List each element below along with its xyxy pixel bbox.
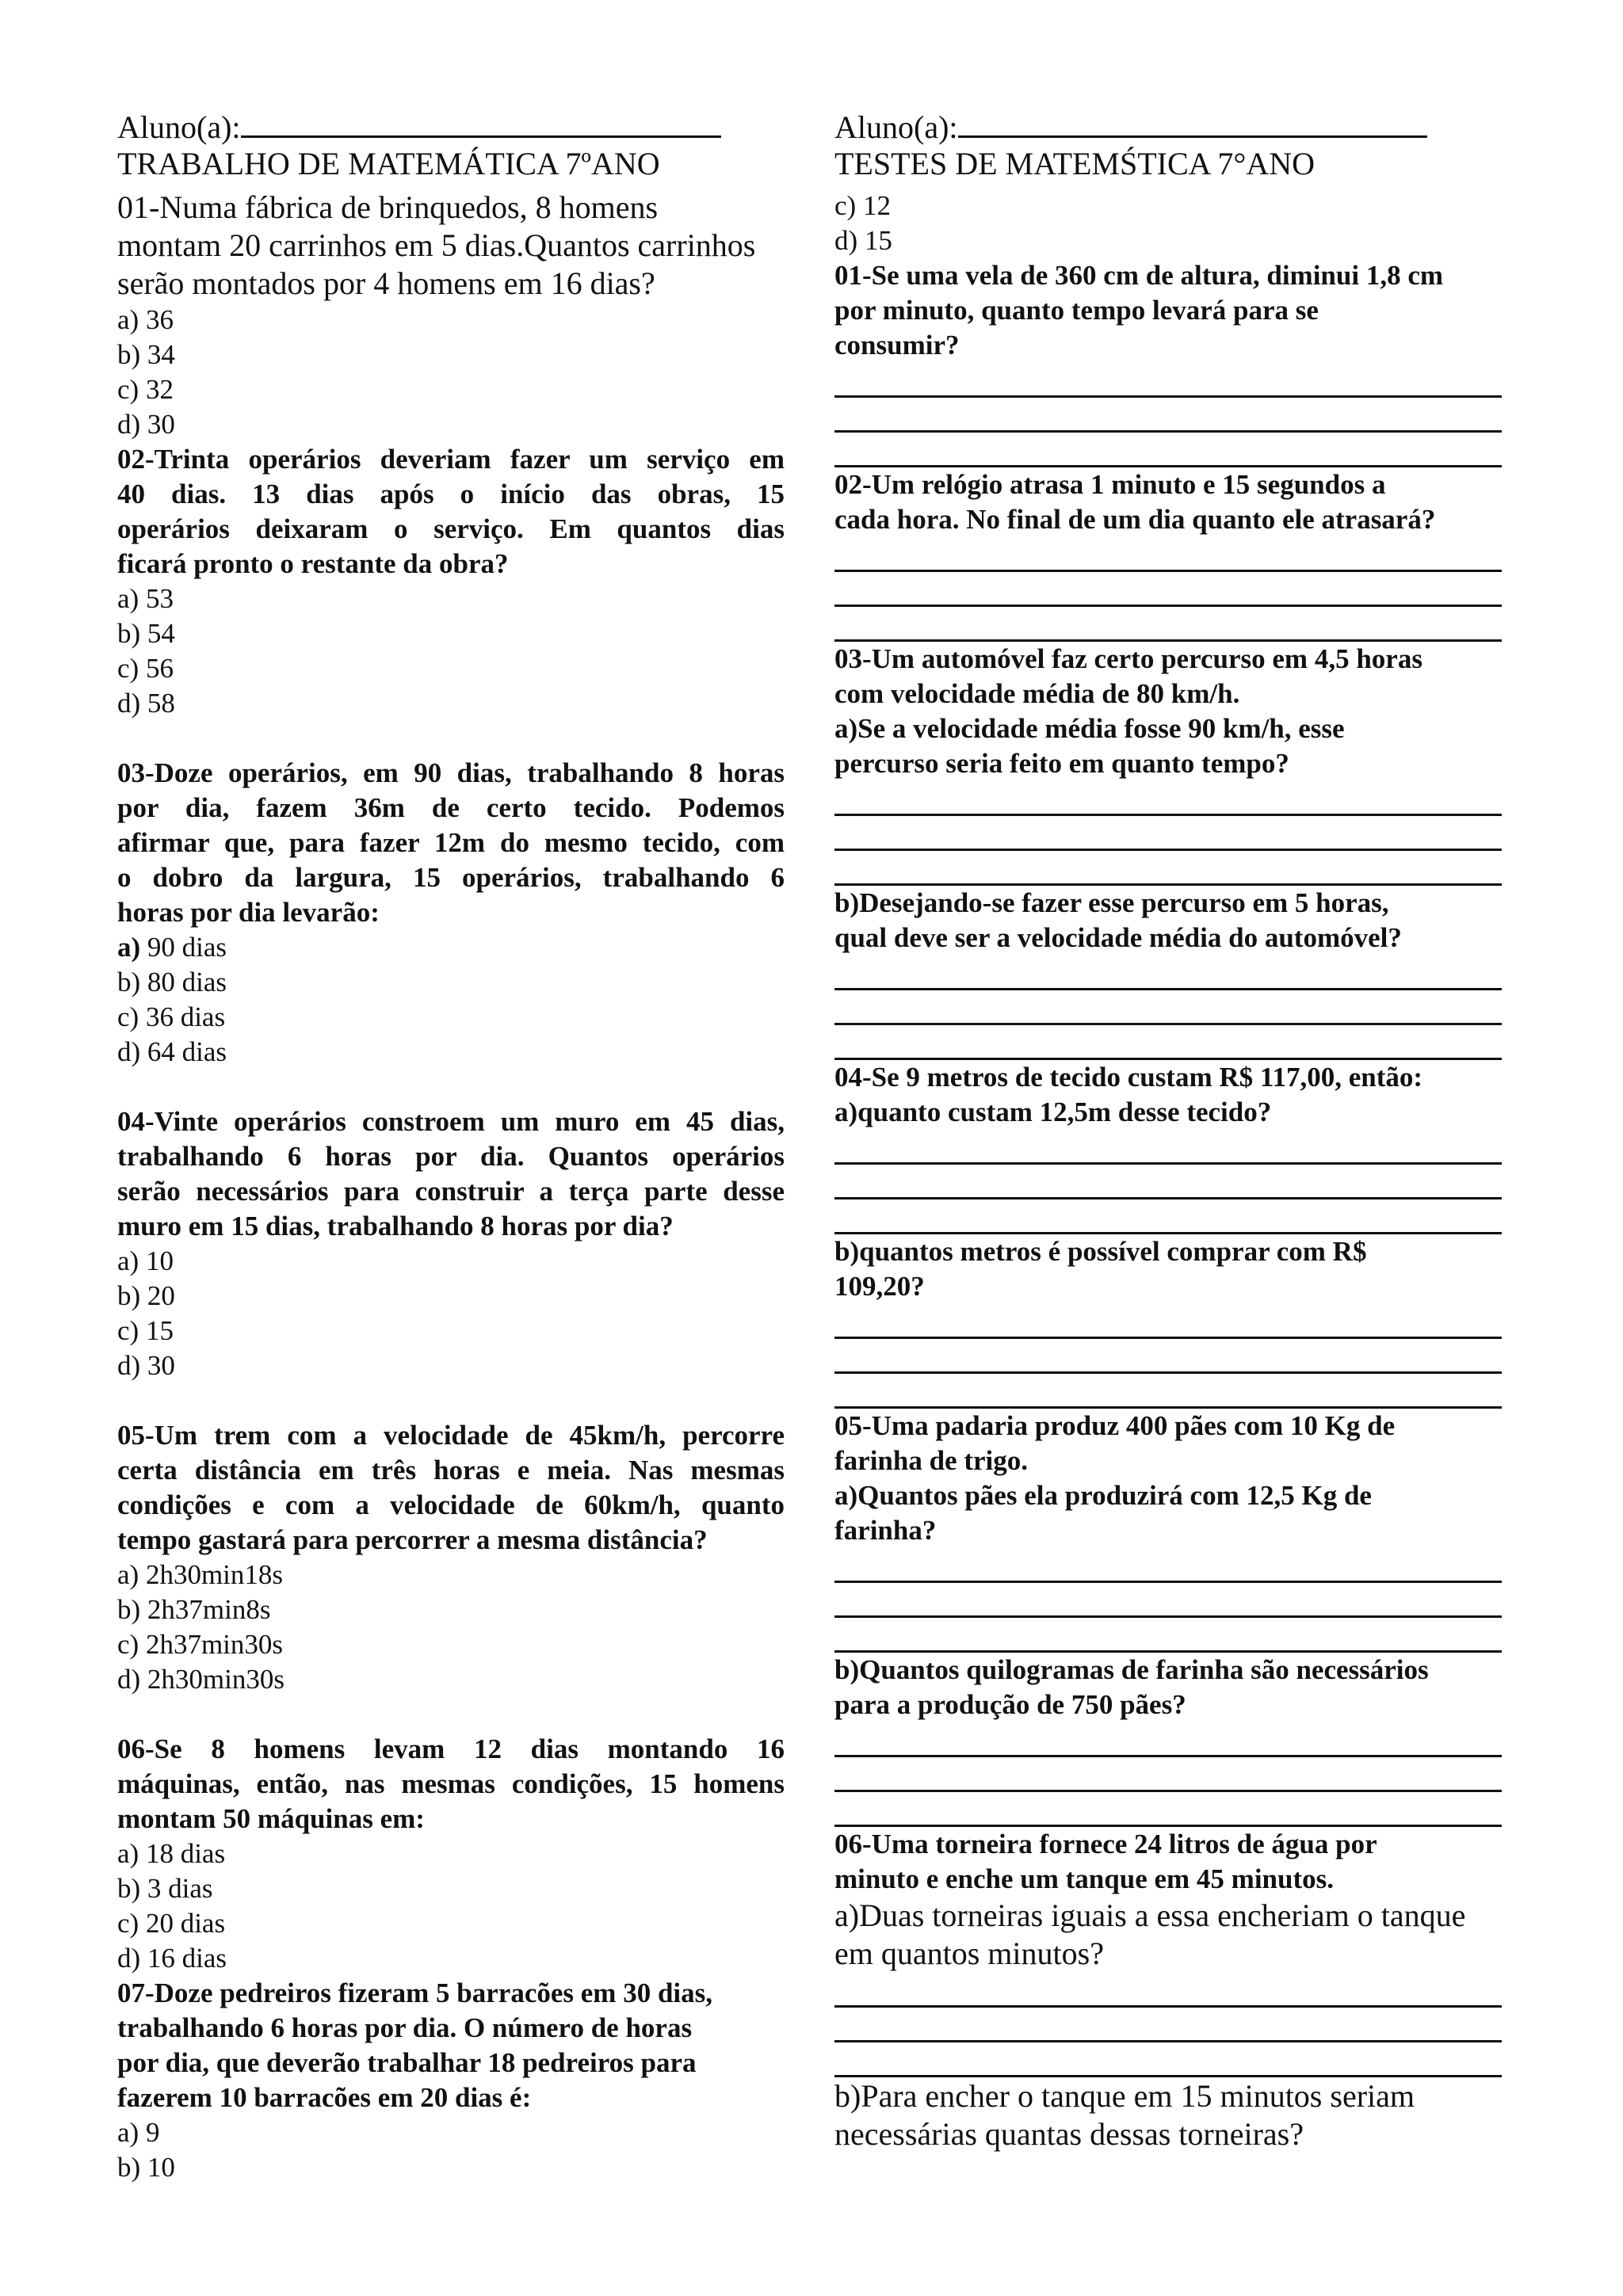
question-line: condições e com a velocidade de 60km/h, quanto [117, 1489, 785, 1520]
question-line: por minuto, quanto tempo levará para se [834, 295, 1319, 326]
right-question-4 [834, 1060, 1502, 1409]
question-line: 02-Um relógio atrasa 1 minuto e 15 segundos a [834, 469, 1386, 500]
option-c[interactable]: c) 20 dias [117, 1908, 226, 1939]
question-line: tempo gastará para percorrer a mesma distância? [117, 1524, 708, 1555]
question-line: 40 dias. 13 dias após o início das obras, 15 [117, 479, 785, 509]
left-student-name-row [117, 109, 785, 146]
answer-line[interactable] [834, 433, 1502, 467]
carried-option-c[interactable]: c) 12 [834, 190, 891, 221]
question-line: b)Para encher o tanque em 15 minutos seriam [834, 2078, 1415, 2114]
option-b[interactable]: b) 80 dias [117, 967, 227, 997]
right-question-3 [834, 642, 1502, 1060]
right-worksheet [834, 109, 1502, 2153]
right-question-6 [834, 1827, 1502, 2153]
option-b[interactable]: b) 10 [117, 2152, 175, 2183]
spacer [117, 1697, 785, 1732]
question-line: 07-Doze pedreiros fizeram 5 barracões em 30 dias, [117, 1978, 713, 2008]
question-line: 06-Se 8 homens levam 12 dias montando 16 [117, 1733, 785, 1764]
answer-line[interactable] [834, 990, 1502, 1025]
option-a[interactable]: a) 9 [117, 2117, 160, 2148]
answer-line[interactable] [834, 1165, 1502, 1199]
option-b[interactable]: b) 2h37min8s [117, 1594, 271, 1625]
right-worksheet-title: TESTES DE MATEMŚTICA 7°ANO [834, 146, 1316, 181]
left-question-3 [117, 756, 785, 1070]
answer-line[interactable] [834, 1199, 1502, 1234]
option-c[interactable]: c) 15 [117, 1315, 174, 1346]
left-question-6 [117, 1732, 785, 1976]
question-line: qual deve ser a velocidade média do automóvel? [834, 922, 1402, 953]
answer-line[interactable] [834, 1548, 1502, 1583]
question-line: por dia, que deverão trabalhar 18 pedreiros para [117, 2047, 697, 2078]
answer-line[interactable] [834, 363, 1502, 398]
option-d[interactable]: d) 30 [117, 1350, 175, 1381]
answer-line[interactable] [834, 2008, 1502, 2042]
question-line: afirmar que, para fazer 12m do mesmo tecido, com [117, 827, 785, 858]
question-line: trabalhando 6 horas por dia. O número de horas [117, 2012, 693, 2043]
question-line: 03-Doze operários, em 90 dias, trabalhando 8 horas [117, 757, 785, 788]
spacer [117, 1383, 785, 1418]
option-d[interactable]: d) 16 dias [117, 1943, 227, 1974]
question-line: muro em 15 dias, trabalhando 8 horas por dia? [117, 1211, 674, 1241]
question-line: b)quantos metros é possível comprar com R$ [834, 1236, 1367, 1267]
question-line: 02-Trinta operários deveriam fazer um serviço em [117, 444, 785, 475]
question-line: montam 50 máquinas em: [117, 1803, 425, 1834]
question-line: 05-Um trem com a velocidade de 45km/h, percorre [117, 1420, 785, 1451]
answer-line[interactable] [834, 2042, 1502, 2077]
question-line: certa distância em três horas e meia. Nas mesmas [117, 1455, 785, 1486]
question-line: a)quanto custam 12,5m desse tecido? [834, 1097, 1272, 1127]
answer-line[interactable] [834, 398, 1502, 433]
option-d[interactable]: d) 58 [117, 688, 175, 719]
question-line: 05-Uma padaria produz 400 pães com 10 Kg de [834, 1410, 1396, 1441]
option-c[interactable]: c) 36 dias [117, 1001, 226, 1032]
answer-line[interactable] [834, 1339, 1502, 1374]
left-student-label: Aluno(a): [117, 109, 241, 145]
spacer [117, 721, 785, 756]
left-question-4 [117, 1104, 785, 1383]
question-line: farinha de trigo. [834, 1445, 1029, 1476]
answer-line[interactable] [834, 1792, 1502, 1827]
spacer [117, 1070, 785, 1104]
option-a-text: 90 dias [140, 932, 227, 963]
question-line: em quantos minutos? [834, 1936, 1104, 1971]
question-line: percurso seria feito em quanto tempo? [834, 748, 1289, 779]
question-line: montam 20 carrinhos em 5 dias.Quantos carrinhos [117, 227, 756, 263]
answer-line[interactable] [834, 1722, 1502, 1757]
left-question-5 [117, 1418, 785, 1697]
carried-option-d[interactable]: d) 15 [834, 225, 892, 256]
question-line: b)Desejando-se fazer esse percurso em 5 horas, [834, 887, 1389, 918]
question-line: máquinas, então, nas mesmas condições, 15 homens [117, 1768, 785, 1799]
answer-line[interactable] [834, 1757, 1502, 1792]
question-line: a)Quantos pães ela produzirá com 12,5 Kg de [834, 1480, 1372, 1511]
question-line: 01-Se uma vela de 360 cm de altura, diminui 1,8 cm [834, 260, 1444, 291]
option-c[interactable]: c) 56 [117, 653, 174, 684]
question-line: a)Duas torneiras iguais a essa encheriam o tanque [834, 1897, 1466, 1933]
answer-line[interactable] [834, 851, 1502, 886]
answer-line[interactable] [834, 1025, 1502, 1060]
answer-line[interactable] [834, 1973, 1502, 2008]
answer-line[interactable] [834, 816, 1502, 851]
option-c[interactable]: c) 2h37min30s [117, 1629, 284, 1660]
option-a[interactable]: a) 2h30min18s [117, 1559, 284, 1590]
question-line: 03-Um automóvel faz certo percurso em 4,5 horas [834, 643, 1423, 674]
answer-line[interactable] [834, 572, 1502, 607]
question-line: a)Se a velocidade média fosse 90 km/h, esse [834, 713, 1345, 744]
answer-line[interactable] [834, 955, 1502, 990]
option-a[interactable]: a) 36 [117, 304, 174, 335]
question-line: serão montados por 4 homens em 16 dias? [117, 265, 655, 301]
right-student-name-blank[interactable] [958, 112, 1427, 138]
question-line: 01-Numa fábrica de brinquedos, 8 homens [117, 189, 659, 225]
left-worksheet-title: TRABALHO DE MATEMÁTICA 7ºANO [117, 146, 660, 181]
question-line: fazerem 10 barracões em 20 dias é: [117, 2082, 532, 2113]
question-line: 109,20? [834, 1271, 925, 1302]
left-question-7 [117, 1976, 785, 2185]
option-b[interactable]: b) 54 [117, 618, 175, 649]
question-line: trabalhando 6 horas por dia. Quantos operários [117, 1141, 785, 1172]
question-line: 04-Vinte operários constroem um muro em 45 dias, [117, 1106, 785, 1137]
answer-line[interactable] [834, 537, 1502, 572]
right-question-5 [834, 1409, 1502, 1827]
question-line: b)Quantos quilogramas de farinha são necessários [834, 1654, 1429, 1685]
option-a[interactable]: a) 53 [117, 583, 174, 614]
option-c[interactable]: c) 32 [117, 374, 174, 405]
question-line: por dia, fazem 36m de certo tecido. Podemos [117, 792, 785, 823]
question-line: com velocidade média de 80 km/h. [834, 678, 1240, 709]
option-b[interactable]: b) 20 [117, 1280, 175, 1311]
question-line: 06-Uma torneira fornece 24 litros de água por [834, 1829, 1377, 1859]
left-question-2 [117, 442, 785, 721]
left-worksheet [117, 109, 785, 2185]
answer-line[interactable] [834, 607, 1502, 642]
option-a-label: a) [117, 932, 141, 963]
question-line: 04-Se 9 metros de tecido custam R$ 117,00, então: [834, 1062, 1423, 1093]
question-line: cada hora. No final de um dia quanto ele atrasará? [834, 504, 1436, 535]
question-line: horas por dia levarão: [117, 897, 380, 928]
question-line: para a produção de 750 pães? [834, 1689, 1186, 1720]
option-a[interactable]: a) 18 dias [117, 1838, 226, 1869]
left-question-1 [117, 189, 785, 442]
question-line: consumir? [834, 330, 960, 360]
question-line: minuto e enche um tanque em 45 minutos. [834, 1863, 1335, 1894]
answer-line[interactable] [834, 781, 1502, 816]
right-question-2 [834, 467, 1502, 642]
question-line: serão necessários para construir a terça parte desse [117, 1176, 785, 1207]
option-d[interactable]: d) 2h30min30s [117, 1664, 285, 1695]
option-b[interactable]: b) 34 [117, 339, 175, 370]
answer-line[interactable] [834, 1618, 1502, 1653]
right-question-1 [834, 258, 1502, 467]
answer-line[interactable] [834, 1583, 1502, 1618]
question-line: farinha? [834, 1515, 937, 1546]
right-student-name-row [834, 109, 1502, 146]
option-a[interactable] [117, 930, 785, 965]
answer-line[interactable] [834, 1304, 1502, 1339]
option-b[interactable]: b) 3 dias [117, 1873, 213, 1904]
option-d[interactable]: d) 64 dias [117, 1036, 227, 1067]
option-a[interactable]: a) 10 [117, 1245, 174, 1276]
option-d[interactable]: d) 30 [117, 409, 175, 440]
question-line: o dobro da largura, 15 operários, trabalhando 6 [117, 862, 785, 893]
answer-line[interactable] [834, 1374, 1502, 1409]
question-line: operários deixaram o serviço. Em quantos dias [117, 513, 785, 544]
right-student-label: Aluno(a): [834, 109, 958, 145]
left-student-name-blank[interactable] [241, 112, 721, 138]
answer-line[interactable] [834, 1130, 1502, 1165]
question-line: ficará pronto o restante da obra? [117, 548, 509, 579]
question-line: necessárias quantas dessas torneiras? [834, 2116, 1304, 2152]
